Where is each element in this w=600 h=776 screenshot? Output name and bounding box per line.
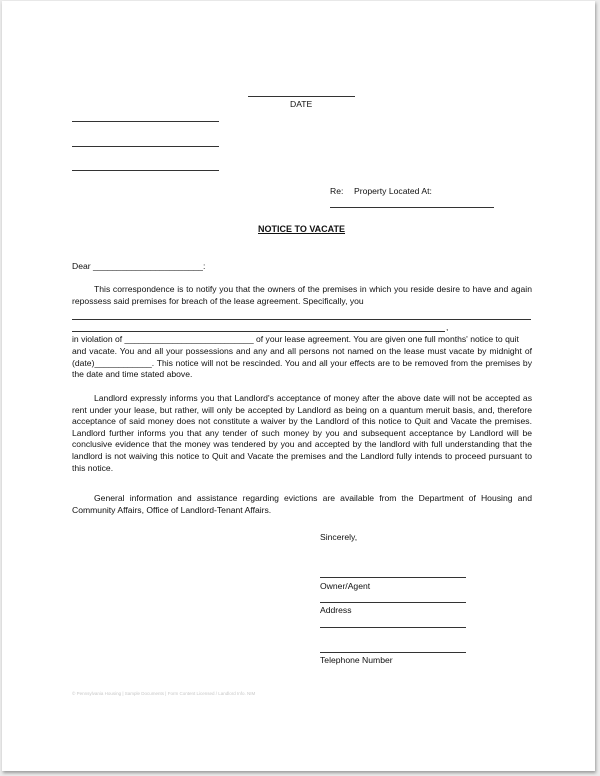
- salutation: Dear _______________________:: [72, 261, 206, 271]
- sincerely-label: Sincerely,: [320, 532, 358, 542]
- address-line-1: [320, 602, 466, 603]
- property-label: Property Located At:: [354, 186, 432, 196]
- paragraph-2-rest: and vacate. You and all your possessions and any and all persons not named on the lease must vacate by midnight of (date)____________. This notice will not be rescinded. You and all your effects are to be removed from the premises by the date and time stated above.: [72, 346, 532, 380]
- footer-note: © Pennsylvania Housing | Sample Documents | Form Content Licensed / Landlord Info. NIM: [72, 691, 256, 696]
- telephone-label: Telephone Number: [320, 655, 393, 665]
- date-line: [248, 96, 355, 97]
- notice-title: NOTICE TO VACATE: [258, 224, 346, 234]
- owner-agent-label: Owner/Agent: [320, 581, 371, 591]
- recipient-line-2: [72, 146, 219, 147]
- owner-agent-line: [320, 577, 466, 578]
- violation-line-1: [72, 319, 531, 320]
- violation-line-2: [72, 331, 445, 332]
- recipient-line-1: [72, 121, 219, 122]
- re-label: Re:: [330, 186, 344, 196]
- date-label: DATE: [290, 99, 313, 109]
- address-label: Address: [320, 605, 352, 615]
- violation-comma: ,: [446, 322, 449, 332]
- property-line: [330, 207, 494, 208]
- paragraph-1: This correspondence is to notify you that the owners of the premises in which you reside desire to have and again repossess said premises for breach of the lease agreement. Specifically, you: [72, 284, 532, 306]
- telephone-line: [320, 652, 466, 653]
- address-line-2: [320, 627, 466, 628]
- paragraph-3: Landlord expressly informs you that Landlord's acceptance of money after the above date will not be accepted as rent under your lease, but rather, will only be accepted by Landlord as being on a quantum meruit basis, and, therefore acceptance of said money does not constitute a waiver by the Landlord of this notice to Quit and Vacate the premises. Landlord further informs you that any tender of such money by you and subsequent acceptance by Landlord will be conclusive evidence that the money was tendered by you and accepted by the landlord with full understanding that the landlord is not waiving this notice to Quit and Vacate the premises and the Landlord fully intends to proceed pursuant to this notice.: [72, 393, 532, 473]
- recipient-line-3: [72, 170, 219, 171]
- paragraph-2-line-1: in violation of ___________________________ of your lease agreement. You are given one full months' notice to quit: [72, 334, 519, 344]
- paragraph-4: General information and assistance regarding evictions are available from the Department of Housing and Community Affairs, Office of Landlord-Tenant Affairs.: [72, 493, 532, 515]
- document-page: [2, 1, 595, 771]
